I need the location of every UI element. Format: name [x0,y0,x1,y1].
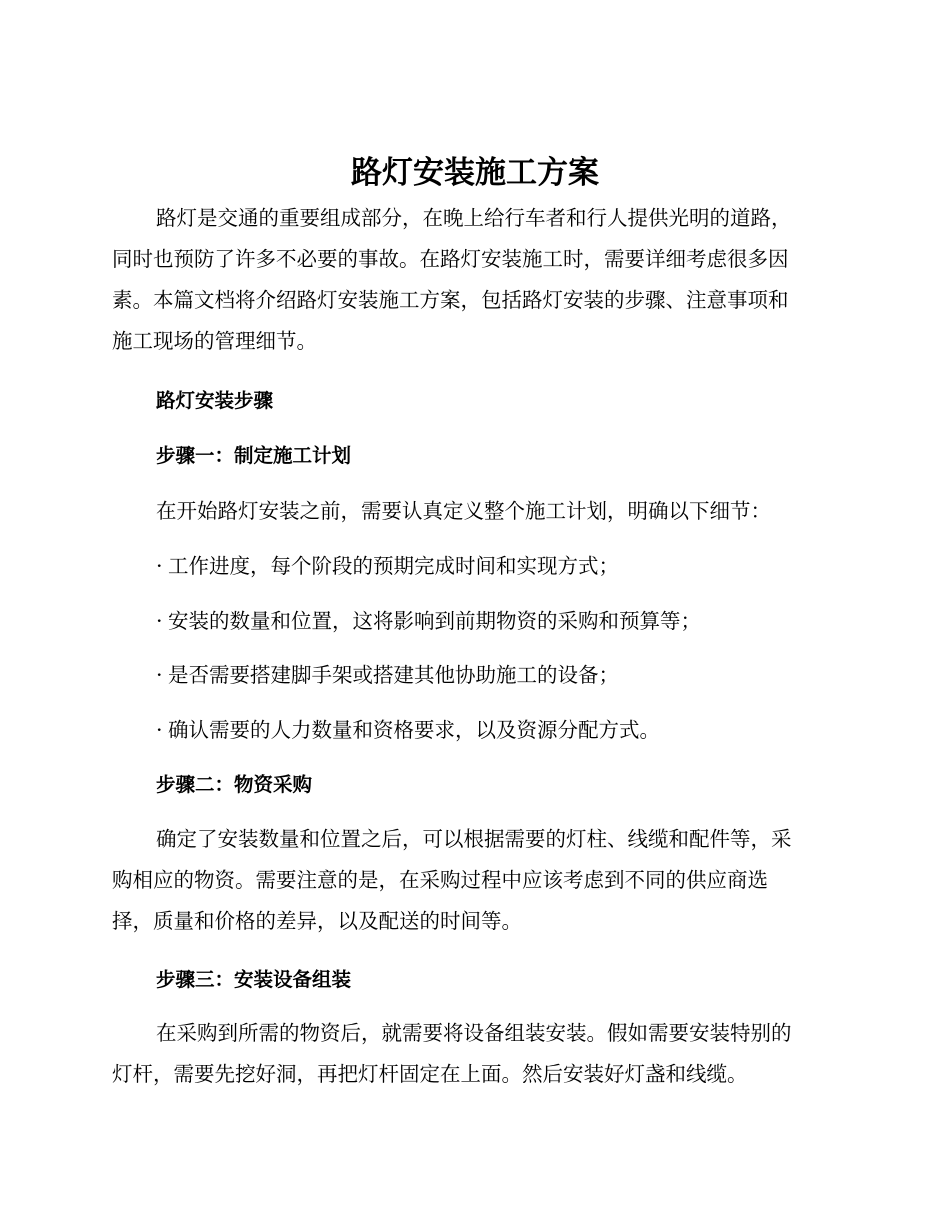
intro-line: 施工现场的管理细节。 [112,329,317,353]
step3-paragraph [112,1013,834,1095]
bullet-text: 安装的数量和位置，这将影响到前期物资的采购和预算等； [168,609,701,633]
step2-line: 择，质量和价格的差异，以及配送的时间等。 [112,909,522,933]
step2-line: 确定了安装数量和位置之后，可以根据需要的灯柱、线缆和配件等，采 [156,827,792,851]
intro-line: 素。本篇文档将介绍路灯安装施工方案，包括路灯安装的步骤、注意事项和 [112,288,789,312]
step1-lead: 在开始路灯安装之前，需要认真定义整个施工计划，明确以下细节： [156,499,771,523]
step3-heading: 步骤三：安装设备组装 [156,968,352,991]
step1-bullet-item [156,715,660,745]
step1-bullet-item [156,606,701,636]
intro-line: 路灯是交通的重要组成部分，在晚上给行车者和行人提供光明的道路， [156,206,792,230]
section-heading: 路灯安装步骤 [156,389,274,412]
bullet-text: 确认需要的人力数量和资格要求，以及资源分配方式。 [168,718,660,742]
intro-paragraph [112,198,834,362]
bullet-mark: · [156,718,163,742]
step2-line: 购相应的物资。需要注意的是，在采购过程中应该考虑到不同的供应商选 [112,868,768,892]
step1-bullet-item [156,551,619,581]
step2-paragraph [112,819,834,942]
document-title: 路灯安装施工方案 [351,155,599,191]
bullet-text: 是否需要搭建脚手架或搭建其他协助施工的设备； [168,663,619,687]
step1-bullet-item [156,660,619,690]
step3-line: 灯杆，需要先挖好洞，再把灯杆固定在上面。然后安装好灯盏和线缆。 [112,1062,748,1086]
bullet-mark: · [156,554,163,578]
step1-heading: 步骤一：制定施工计划 [156,444,352,467]
bullet-mark: · [156,663,163,687]
bullet-mark: · [156,609,163,633]
intro-line: 同时也预防了许多不必要的事故。在路灯安装施工时，需要详细考虑很多因 [112,247,789,271]
step2-heading: 步骤二：物资采购 [156,773,313,796]
step3-line: 在采购到所需的物资后，就需要将设备组装安装。假如需要安装特别的 [156,1021,792,1045]
bullet-text: 工作进度，每个阶段的预期完成时间和实现方式； [168,554,619,578]
